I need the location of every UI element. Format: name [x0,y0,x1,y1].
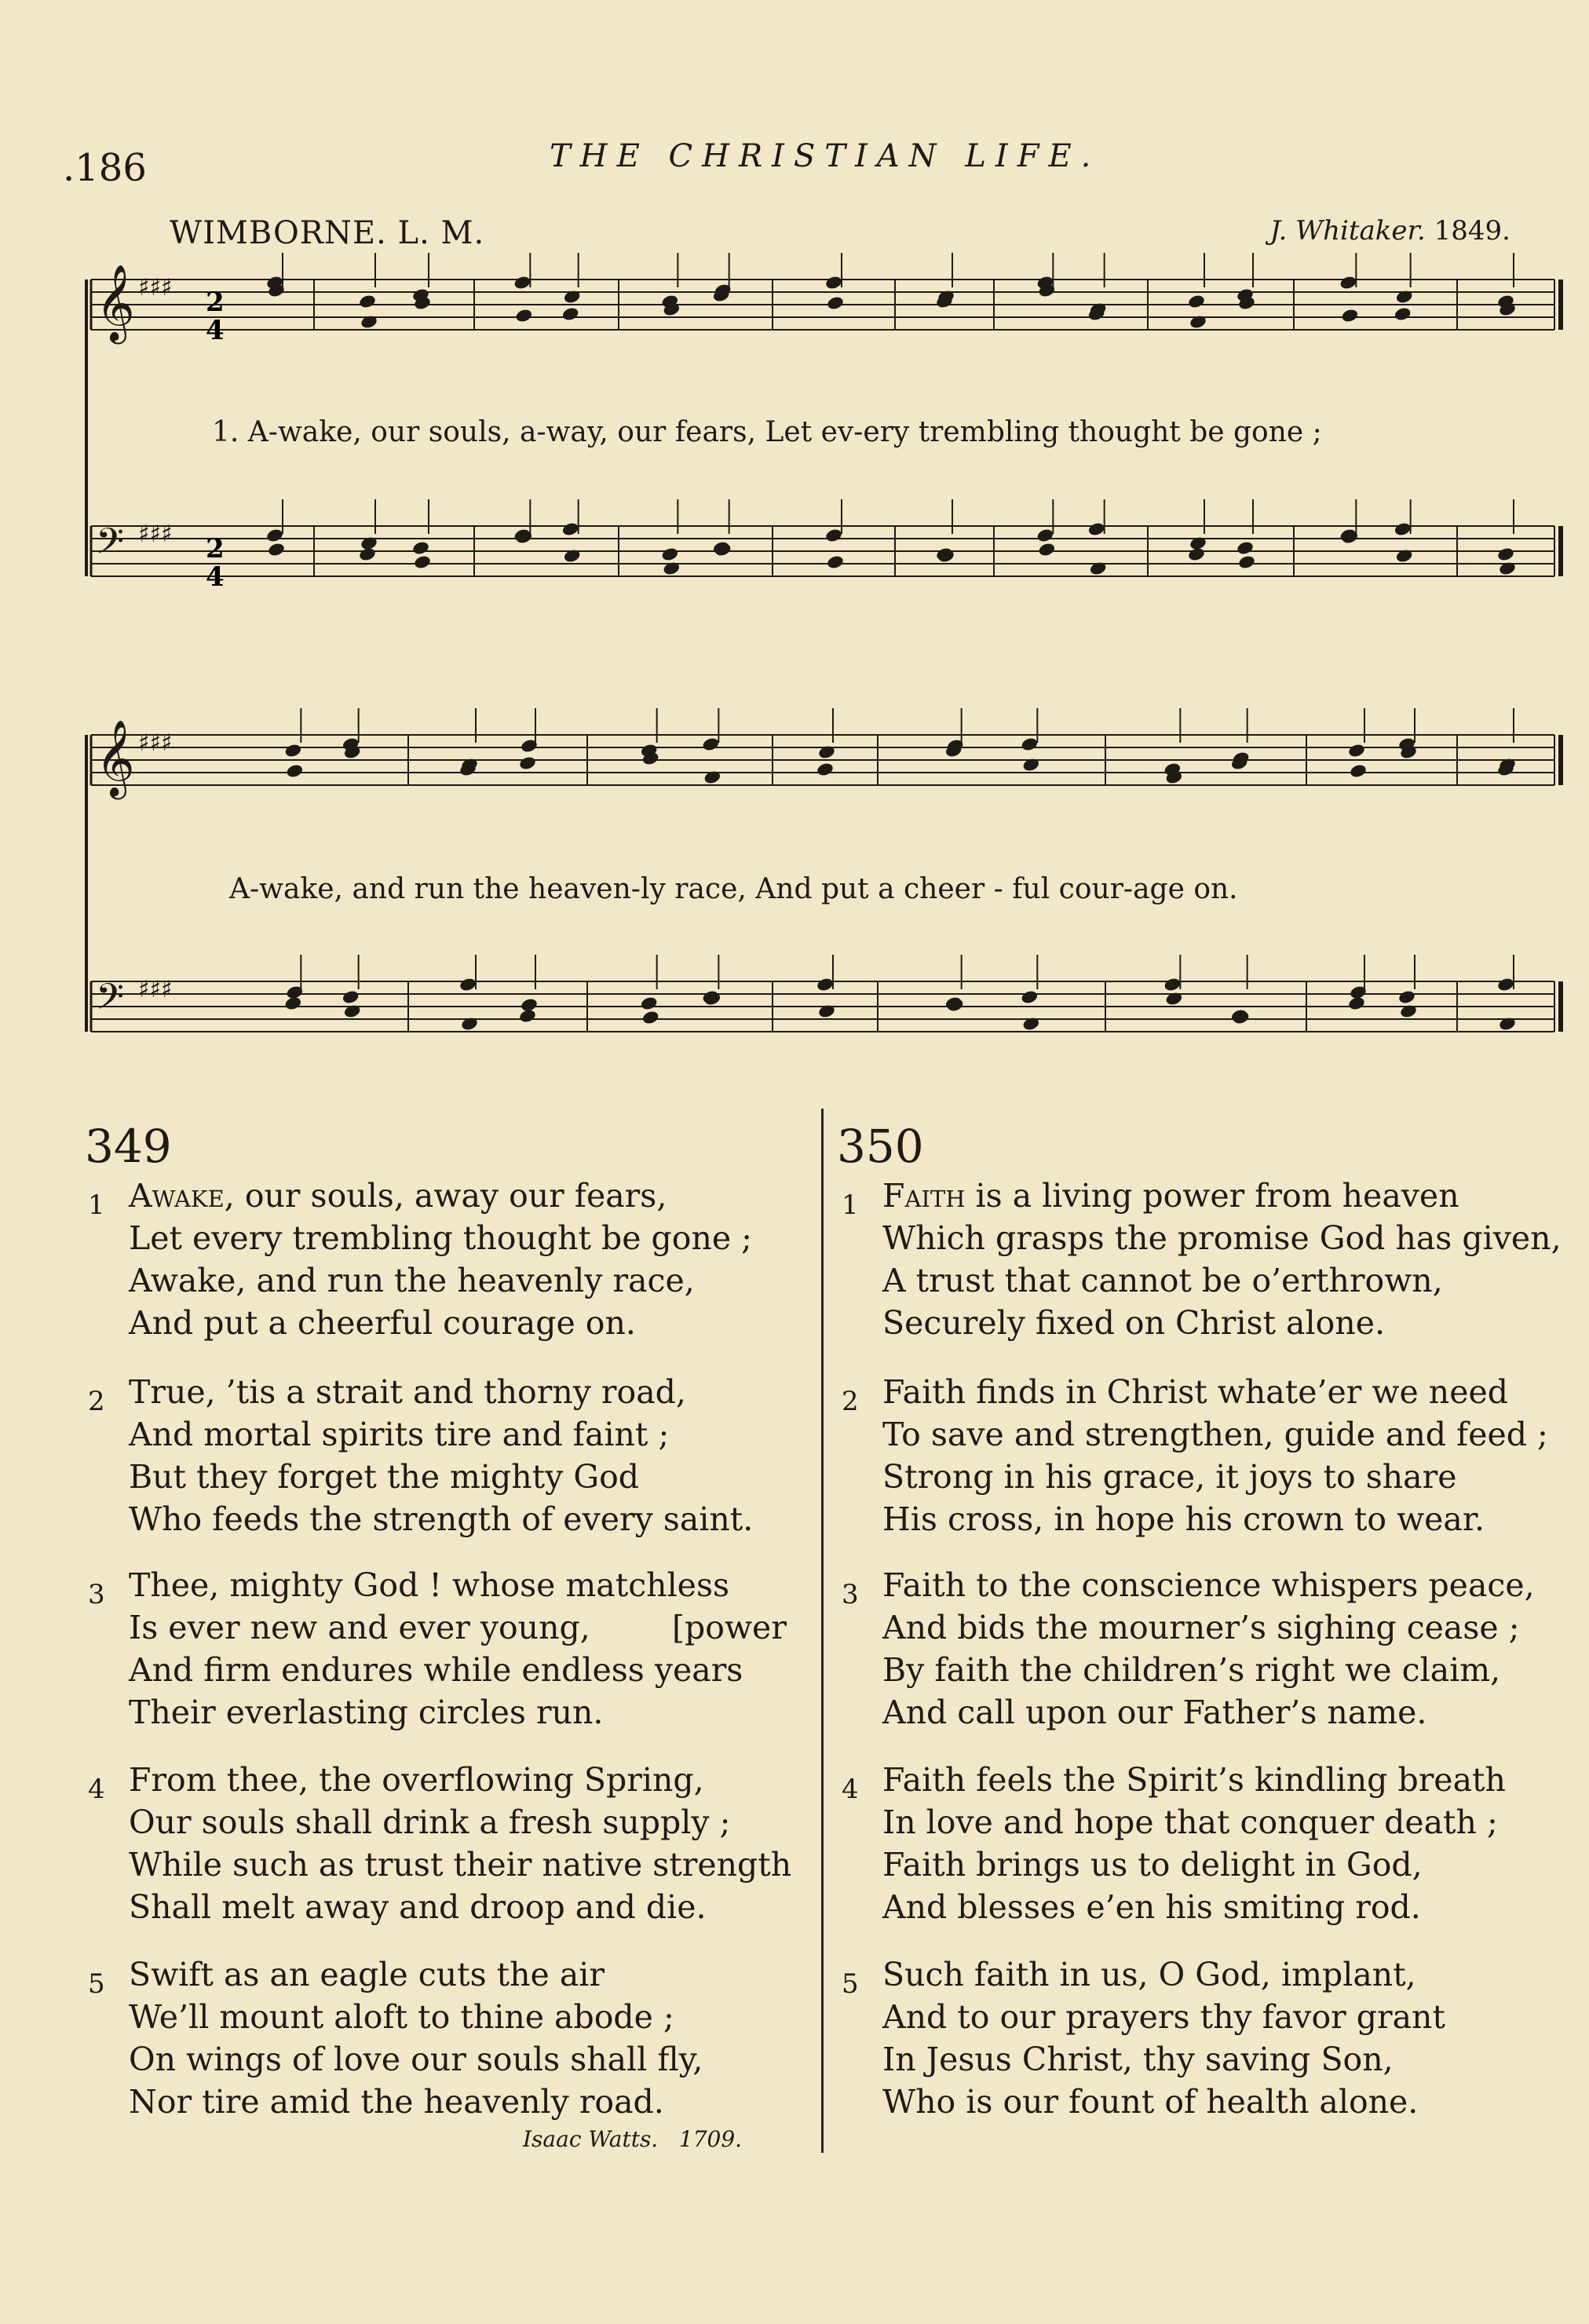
notehead [413,554,432,570]
stanza-number: 1 [88,1189,105,1221]
stanza [842,1759,1506,1928]
verse-line: Shall melt away and droop and die. [129,1888,707,1926]
column-divider [821,1109,824,2153]
page-number: .186 [63,146,147,190]
notehead [640,996,659,1011]
notehead [411,540,430,556]
verse-line: Awake, our souls, away our fears, [129,1177,667,1215]
verse-line: And mortal spirits tire and faint ; [129,1416,670,1453]
notehead [816,977,835,992]
music-score [0,0,1589,1115]
verse-line: Faith is a living power from heaven [882,1177,1459,1215]
notehead [286,763,305,779]
verse-line: And blesses e’en his smiting rod. [882,1888,1421,1926]
composer-name: J. Whitaker. [1269,215,1426,247]
notehead [824,275,843,290]
verse-line: Thee, mighty God ! whose matchless [129,1566,730,1604]
notehead [561,306,580,322]
stanza [842,1175,1562,1344]
notehead [520,997,539,1013]
bass-clef-icon: 𝄢 [96,976,125,1027]
notehead [1232,1010,1251,1025]
time-sig-bottom: 4 [206,315,225,346]
time-sig-bottom: 4 [206,561,225,593]
verse-line: In Jesus Christ, thy saving Son, [882,2041,1394,2078]
notehead [267,542,286,557]
stanza-number: 3 [842,1579,859,1610]
verse-line: Our souls shall drink a fresh supply ; [129,1803,731,1841]
bass-clef-icon: 𝄢 [96,521,125,572]
notehead [1036,528,1055,543]
notehead [342,989,360,1005]
notehead [1237,554,1256,570]
verse-line: Nor tire amid the heavenly road. [129,2083,664,2121]
verse-line: And put a cheerful courage on. [129,1304,636,1342]
verse-line: To save and strengthen, guide and feed ; [882,1416,1548,1453]
first-word: Awake, [129,1177,235,1215]
notehead [1163,977,1182,992]
stanza [88,1371,754,1540]
stanza [842,1953,1445,2123]
verse-line: His cross, in hope his crown to wear. [882,1500,1485,1538]
notehead [1087,521,1106,537]
verse-line: A trust that cannot be o’erthrown, [882,1262,1443,1299]
notehead [1236,540,1255,556]
notehead [714,542,732,557]
notehead [946,997,965,1013]
notehead [1496,977,1515,992]
stanza [842,1371,1548,1540]
verse-line: And to our prayers thy favor grant [882,1998,1445,2036]
stanza-number: 4 [842,1774,859,1805]
hymn-number-349: 349 [85,1120,172,1173]
stanza-number: 3 [88,1579,105,1610]
notehead [1349,763,1368,779]
verse-line: In love and hope that conquer death ; [882,1803,1498,1841]
time-sig-top: 2 [206,533,225,565]
notehead [826,554,845,570]
stanza [88,1175,752,1344]
notehead [1339,275,1358,290]
verse-line: True, ’tis a strait and thorny road, [129,1373,686,1411]
verse-line: Which grasps the promise God has given, [882,1219,1562,1257]
key-signature-sharps: ♯♯♯ [138,521,173,548]
key-signature-sharps: ♯♯♯ [138,274,173,301]
stanza-number: 2 [842,1386,859,1417]
notehead [1397,989,1416,1005]
stanza [88,1759,792,1928]
lyrics-line-1: 1. A-wake, our souls, a-way, our fears, Let ev-ery trembling thought be gone ; [212,416,1322,448]
verse-line: By faith the children’s right we claim, [882,1651,1501,1689]
time-sig-top: 2 [206,287,225,318]
notehead [702,736,721,752]
verse-line: Strong in his grace, it joys to share [882,1458,1457,1496]
stanza-number: 2 [88,1386,105,1417]
verse-line: Their everlasting circles run. [129,1694,604,1731]
verse-line: Swift as an eagle cuts the air [129,1956,605,1993]
hymn-author [523,2126,742,2152]
time-signature-bass-1 [206,533,225,593]
stanza-number: 4 [88,1774,105,1805]
notehead [1187,294,1206,309]
treble-clef-icon: 𝄞 [96,719,135,796]
first-word: Faith [882,1177,966,1215]
treble-clef-icon: 𝄞 [96,264,135,341]
verse-line: On wings of love our souls shall fly, [129,2041,703,2078]
key-signature-sharps: ♯♯♯ [138,729,173,757]
verse-line: And firm endures while endless years [129,1651,743,1689]
verse-line: Such faith in us, O God, implant, [882,1956,1416,1993]
verse-line: Is ever new and ever young, [power [129,1609,787,1646]
notehead [518,755,537,771]
stanza [88,1953,703,2123]
notehead [458,977,477,992]
verse-line: Faith finds in Christ whate’er we need [882,1373,1508,1411]
notehead [1038,542,1057,557]
verse-line: From thee, the overflowing Spring, [129,1761,704,1799]
notehead [513,275,532,290]
verse-line: Faith feels the Spirit’s kindling breath [882,1761,1506,1799]
notehead [1394,306,1412,322]
verse-line: Awake, and run the heavenly race, [129,1262,695,1299]
stanza [88,1564,787,1734]
notehead [515,308,534,323]
stanza-number: 1 [842,1189,859,1221]
verse-line: And call upon our Father’s name. [882,1694,1427,1731]
notehead [1347,743,1366,758]
notehead [816,762,835,777]
composer-year: 1849. [1434,215,1510,247]
stanza-number: 5 [88,1968,105,2000]
notehead [1021,736,1039,752]
stanza-number: 5 [842,1968,859,2000]
author-year: 1709. [678,2126,743,2152]
verse-line: Let every trembling thought be gone ; [129,1219,752,1257]
notehead [641,1010,660,1025]
notehead [1341,308,1360,323]
notehead [1021,989,1039,1005]
notehead [265,528,284,543]
notehead [358,294,377,309]
notehead [1394,521,1412,537]
verse-line: Faith brings us to delight in God, [882,1846,1423,1884]
key-signature-sharps: ♯♯♯ [138,976,173,1003]
verse-line: But they forget the mighty God [129,1458,640,1496]
verse-line: Faith to the conscience whispers peace, [882,1566,1535,1604]
verse-line: Securely fixed on Christ alone. [882,1304,1386,1342]
time-signature-treble-1 [206,287,225,346]
verse-line: Who feeds the strength of every saint. [129,1500,754,1538]
notehead [824,528,843,543]
notehead [661,546,680,562]
stanza [842,1564,1535,1734]
author-name: Isaac Watts. [523,2126,659,2152]
notehead [284,743,303,758]
running-title: THE CHRISTIAN LIFE. [550,138,1101,174]
verse-line: Who is our fount of health alone. [882,2083,1419,2121]
verse-line: We’ll mount aloft to thine abode ; [129,1998,674,2036]
verse-line: While such as trust their native strength [129,1846,792,1884]
notehead [1496,546,1515,562]
notehead [561,521,580,537]
hymn-number-350: 350 [837,1120,924,1173]
verse-line: And bids the mourner’s sighing cease ; [882,1609,1520,1646]
lyrics-line-2: A-wake, and run the heaven-ly race, And put a cheer - ful cour-age on. [229,873,1238,905]
tune-name: WIMBORNE. L. M. [170,215,485,251]
notehead [826,295,845,311]
